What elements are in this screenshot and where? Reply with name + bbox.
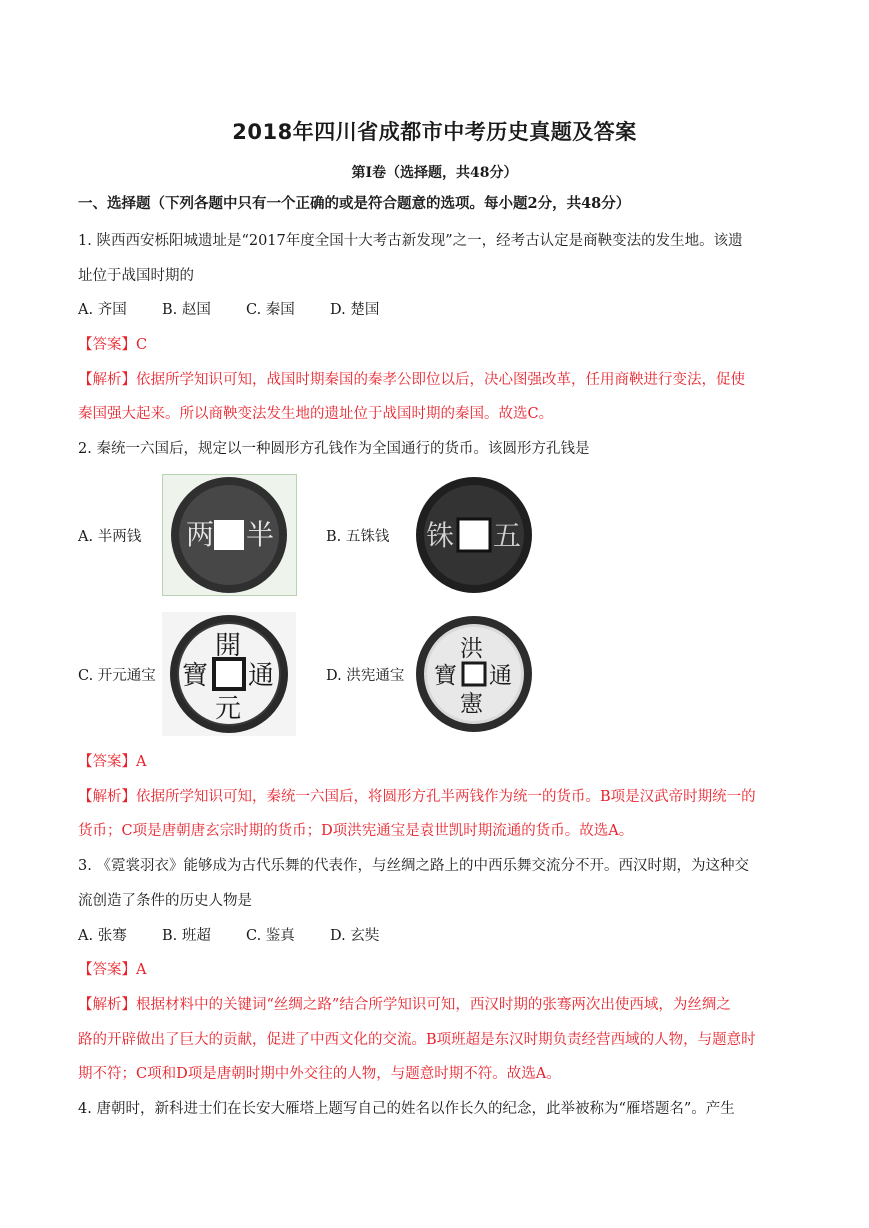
- q3-option-a: A. 张骞: [78, 928, 127, 944]
- q3-option-c: C. 鉴真: [246, 928, 295, 944]
- coin-c-char-left: 寶: [182, 661, 209, 691]
- coin-d-char-right: 通: [489, 663, 512, 689]
- q1-analysis-line-1: 【解析】依据所学知识可知，战国时期秦国的秦孝公即位以后，决心图强改革，任用商鞅进行变法，促使: [78, 372, 745, 388]
- q2-stem: 2. 秦统一六国后，规定以一种圆形方孔钱作为全国通行的货币。该圆形方孔钱是: [78, 441, 590, 457]
- hongxian-coin-image: [410, 612, 538, 736]
- kaiyuan-coin-image: [162, 612, 296, 736]
- q4-stem: 4. 唐朝时，新科进士们在长安大雁塔上题写自己的姓名以作长久的纪念，此举被称为“雁塔题名”。产生: [78, 1101, 735, 1117]
- q2-analysis-line-1: 【解析】依据所学知识可知，秦统一六国后，将圆形方孔半两钱作为统一的货币。B项是汉武帝时期统一的: [78, 789, 756, 805]
- section-heading: 一、选择题（下列各题中只有一个正确的或是符合题意的选项。每小题2分，共48分）: [78, 195, 631, 212]
- q2-option-d-label: D. 洪宪通宝: [326, 668, 405, 684]
- q3-analysis-line-3: 期不符；C项和D项是唐朝时期中外交往的人物，与题意时期不符。故选A。: [78, 1066, 561, 1082]
- q1-options: [78, 300, 798, 320]
- coin-b-char-right: 五: [493, 519, 522, 552]
- q3-analysis-line-1: 【解析】根据材料中的关键词“丝绸之路”结合所学知识可知，西汉时期的张骞两次出使西域，为丝绸之: [78, 997, 731, 1013]
- q3-option-d: D. 玄奘: [330, 928, 380, 944]
- q1-analysis-line-2: 秦国强大起来。所以商鞅变法发生地的遗址位于战国时期的秦国。故选C。: [78, 406, 554, 422]
- wuzhu-coin-image: [410, 474, 538, 596]
- q2-answer: 【答案】A: [78, 754, 147, 770]
- q2-option-c-label: C. 开元通宝: [78, 668, 156, 684]
- coin-c-char-bottom: 元: [215, 694, 242, 724]
- banliang-coin-image: [162, 474, 297, 596]
- q2-option-b-label: B. 五铢钱: [326, 529, 390, 545]
- q3-stem-line-2: 流创造了条件的历史人物是: [78, 893, 252, 909]
- coin-b-char-left: 铢: [426, 519, 455, 552]
- coin-d-char-bottom: 憲: [460, 691, 483, 717]
- q3-options: [78, 926, 798, 946]
- q1-option-c: C. 秦国: [246, 302, 295, 318]
- coin-d-char-left: 寶: [434, 663, 457, 689]
- volume-heading: 第Ⅰ卷（选择题，共48分）: [351, 165, 518, 181]
- q1-option-b: B. 赵国: [162, 302, 211, 318]
- q1-stem-line-1: 1. 陕西西安栎阳城遗址是“2017年度全国十大考古新发现”之一，经考古认定是商鞅变法的发生地。该遗: [78, 233, 743, 249]
- coin-a-char-left: 两: [186, 518, 215, 551]
- q3-option-b: B. 班超: [162, 928, 211, 944]
- coin-c-char-right: 通: [248, 661, 275, 691]
- page-title: 2018年四川省成都市中考历史真题及答案: [232, 120, 637, 144]
- coin-a-char-right: 半: [246, 518, 275, 551]
- q2-analysis-line-2: 货币；C项是唐朝唐玄宗时期的货币；D项洪宪通宝是袁世凯时期流通的货币。故选A。: [78, 823, 634, 839]
- q1-answer: 【答案】C: [78, 337, 148, 353]
- q1-option-a: A. 齐国: [78, 302, 127, 318]
- q3-stem-line-1: 3. 《霓裳羽衣》能够成为古代乐舞的代表作，与丝绸之路上的中西乐舞交流分不开。西汉时期，为这种交: [78, 858, 749, 874]
- q1-option-d: D. 楚国: [330, 302, 380, 318]
- q2-option-a-label: A. 半两钱: [78, 529, 142, 545]
- q3-analysis-line-2: 路的开辟做出了巨大的贡献，促进了中西文化的交流。B项班超是东汉时期负责经营西域的人物，与题意时: [78, 1032, 756, 1048]
- q1-stem-line-2: 址位于战国时期的: [78, 268, 194, 284]
- coin-d-char-top: 洪: [460, 636, 483, 662]
- coin-c-char-top: 開: [215, 631, 242, 661]
- q3-answer: 【答案】A: [78, 962, 147, 978]
